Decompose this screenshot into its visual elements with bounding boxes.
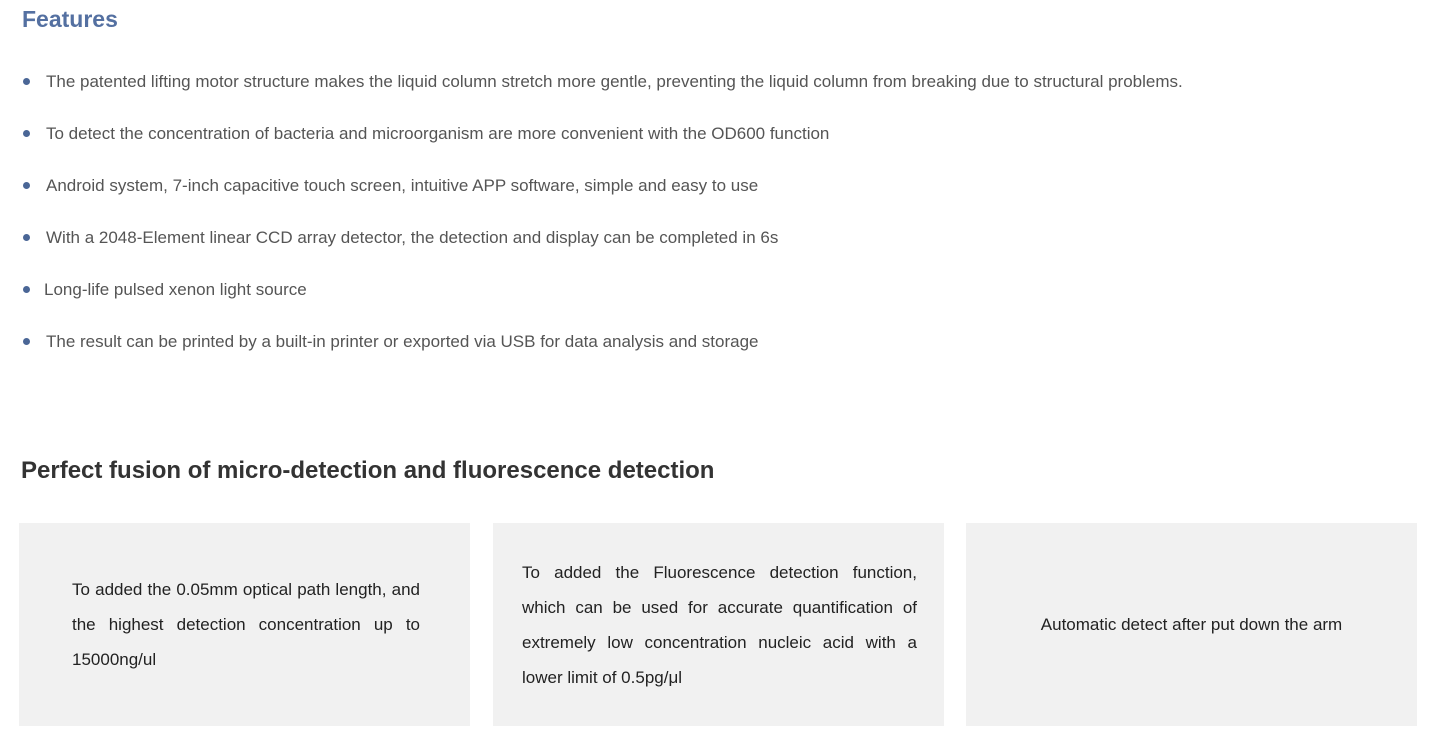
card-text: To added the Fluorescence detection function, which can be used for accurate quantification of extremely low concentration nucleic acid with a lower limit of 0.5pg/μl — [522, 562, 917, 687]
bullet-icon — [23, 234, 30, 241]
bullet-icon — [23, 130, 30, 137]
card-text: Automatic detect after put down the arm — [1040, 615, 1343, 634]
fusion-cards — [19, 523, 1417, 726]
card-optical-path — [19, 523, 470, 726]
bullet-icon — [23, 78, 30, 85]
card-fluorescence — [493, 523, 944, 726]
card-text: To added the 0.05mm optical path length, and the highest detection concentration up to 15000ng/ul — [72, 580, 420, 669]
feature-text: To detect the concentration of bacteria and microorganism are more convenient with the OD600 function — [46, 124, 830, 143]
bullet-icon — [23, 286, 30, 293]
feature-text: The patented lifting motor structure makes the liquid column stretch more gentle, preventing the liquid column from breaking due to structural problems. — [46, 72, 1183, 91]
bullet-icon — [23, 338, 30, 345]
feature-text: The result can be printed by a built-in printer or exported via USB for data analysis and storage — [46, 332, 759, 351]
fusion-heading: Perfect fusion of micro-detection and fluorescence detection — [21, 457, 715, 484]
bullet-icon — [23, 182, 30, 189]
features-heading: Features — [22, 6, 118, 32]
feature-text: With a 2048-Element linear CCD array detector, the detection and display can be completed in 6s — [46, 228, 779, 247]
card-auto-detect — [966, 523, 1417, 726]
feature-text: Android system, 7-inch capacitive touch screen, intuitive APP software, simple and easy to use — [46, 176, 759, 195]
feature-text: Long-life pulsed xenon light source — [44, 280, 307, 299]
